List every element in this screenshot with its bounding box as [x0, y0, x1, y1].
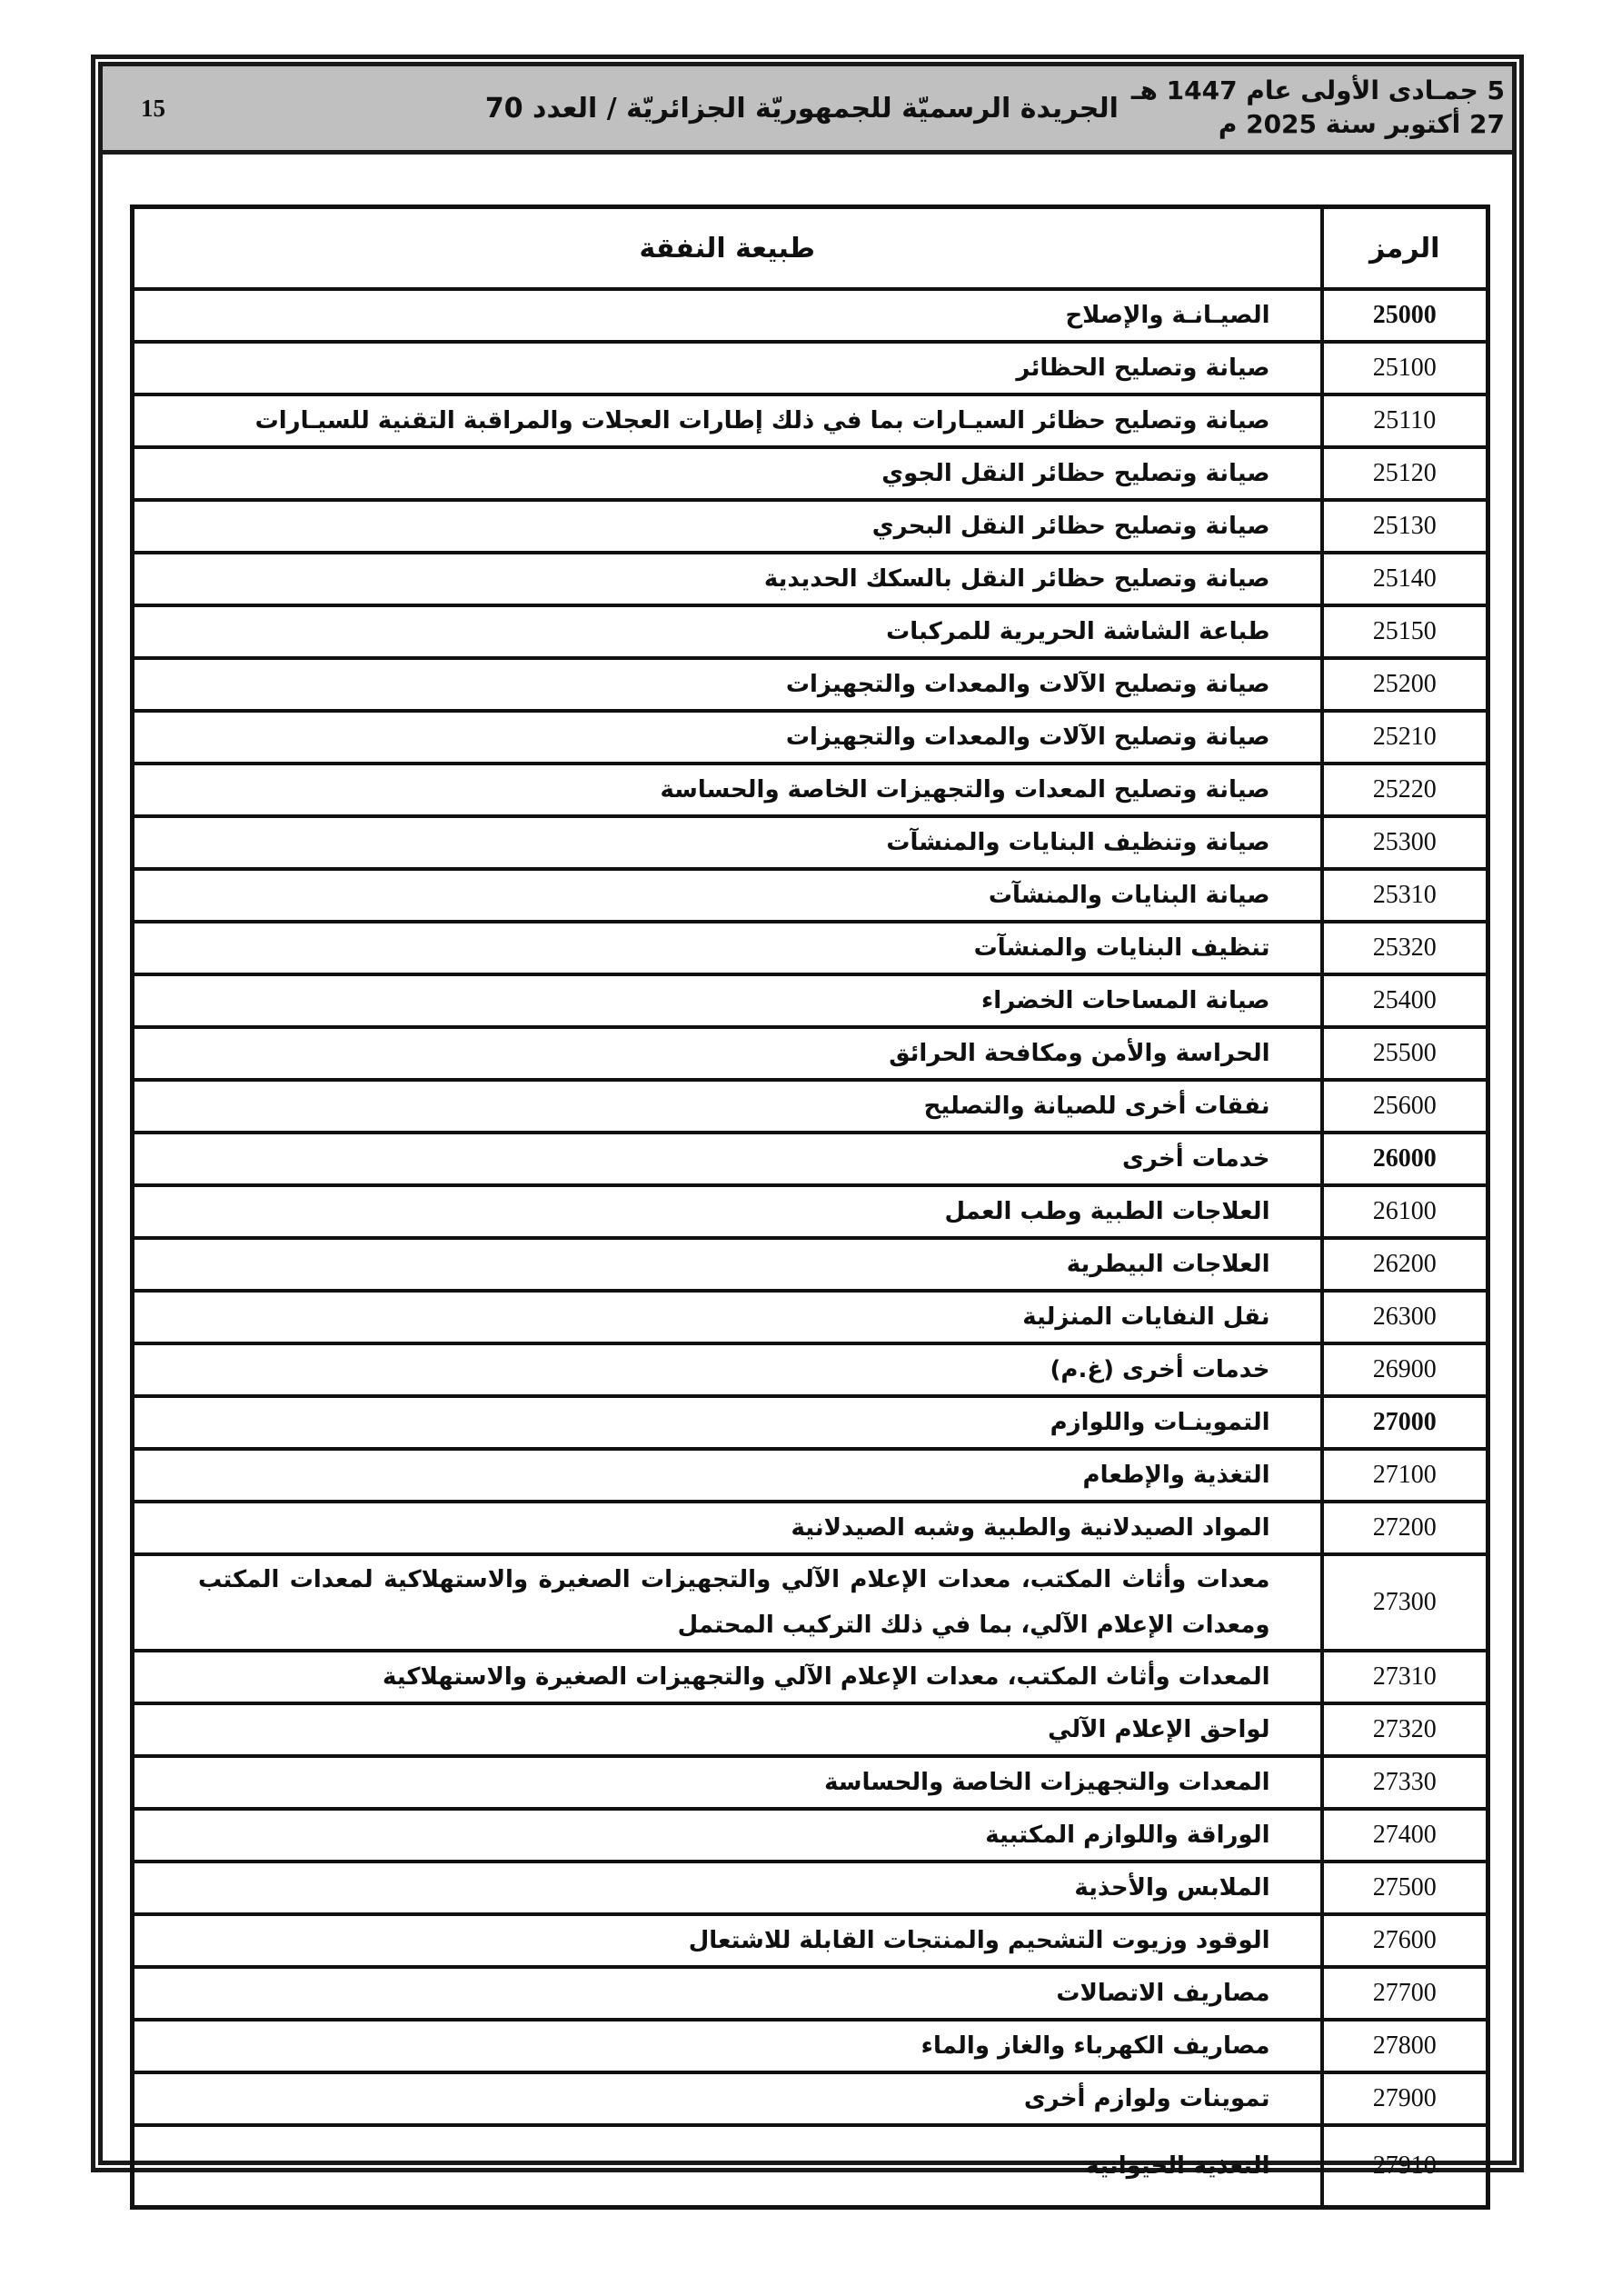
- page-frame: [91, 55, 1524, 2180]
- expense-code-cell: 27200: [1322, 1502, 1488, 1554]
- table-row: [133, 764, 1488, 816]
- table-row: [133, 1027, 1488, 1080]
- expense-nature-cell: العلاجات البيطرية: [133, 1238, 1322, 1291]
- table-row: [133, 500, 1488, 553]
- expense-code-cell: 27800: [1322, 2020, 1488, 2072]
- expense-nature-cell: التغذية والإطعام: [133, 1449, 1322, 1502]
- expense-code-cell: 25210: [1322, 711, 1488, 764]
- expense-code-cell: 27300: [1322, 1554, 1488, 1651]
- table-row: [133, 1185, 1488, 1238]
- table-row: [133, 1967, 1488, 2020]
- expense-nature-cell: مصاريف الاتصالات: [133, 1967, 1322, 2020]
- expense-nature-cell: مصاريف الكهرباء والغاز والماء: [133, 2020, 1322, 2072]
- expense-nature-cell: صيانة وتصليح حظائر السيـارات بما في ذلك إطارات العجلات والمراقبة التقنية للسيـارات: [133, 394, 1322, 447]
- table-row: [133, 1809, 1488, 1862]
- table-row: [133, 711, 1488, 764]
- expense-code-cell: 27910: [1322, 2125, 1488, 2208]
- hijri-date: 5 جمـادى الأولى عام 1447 هـ: [1130, 75, 1505, 106]
- expense-code-cell: 25120: [1322, 447, 1488, 500]
- expense-code-cell: 25110: [1322, 394, 1488, 447]
- expense-code-cell: 27600: [1322, 1914, 1488, 1967]
- expense-nature-cell: نفقات أخرى للصيانة والتصليح: [133, 1080, 1322, 1133]
- table-row: [133, 2125, 1488, 2208]
- expense-nature-cell: الوراقة واللوازم المكتبية: [133, 1809, 1322, 1862]
- expense-nature-cell: المعدات وأثاث المكتب، معدات الإعلام الآلي والتجهيزات الصغيرة والاستهلاكية: [133, 1651, 1322, 1703]
- table-row: [133, 1080, 1488, 1133]
- expense-nature-cell: خدمات أخرى: [133, 1133, 1322, 1185]
- nature-column-header: طبيعة النفقة: [133, 207, 1322, 290]
- expense-code-cell: 25310: [1322, 869, 1488, 922]
- expense-nature-cell: تنظيف البنايات والمنشآت: [133, 922, 1322, 974]
- expense-nature-cell: لواحق الإعلام الآلي: [133, 1703, 1322, 1756]
- table-row: [133, 1343, 1488, 1396]
- expense-code-cell: 27310: [1322, 1651, 1488, 1703]
- expense-code-cell: 25220: [1322, 764, 1488, 816]
- expense-code-cell: 25400: [1322, 974, 1488, 1027]
- expense-code-cell: 27000: [1322, 1396, 1488, 1449]
- expense-nature-cell: التموينـات واللوازم: [133, 1396, 1322, 1449]
- table-row: [133, 1238, 1488, 1291]
- table-row: [133, 1449, 1488, 1502]
- expense-nature-cell: صيانة المساحات الخضراء: [133, 974, 1322, 1027]
- expense-nature-cell: صيانة وتصليح حظائر النقل الجوي: [133, 447, 1322, 500]
- expense-nature-cell: معدات وأثاث المكتب، معدات الإعلام الآلي والتجهيزات الصغيرة والاستهلاكية لمعدات المكتب ومعدات الإعلام الآلي، بما في ذلك التركيب المحتمل: [133, 1554, 1322, 1651]
- expense-nature-cell: صيانة وتصليح حظائر النقل البحري: [133, 500, 1322, 553]
- expense-code-cell: 27400: [1322, 1809, 1488, 1862]
- expense-nature-cell: صيانة وتصليح الآلات والمعدات والتجهيزات: [133, 711, 1322, 764]
- expense-code-cell: 26900: [1322, 1343, 1488, 1396]
- table-row: [133, 2072, 1488, 2125]
- expense-code-cell: 25320: [1322, 922, 1488, 974]
- expense-code-cell: 27700: [1322, 1967, 1488, 2020]
- table-row: [133, 922, 1488, 974]
- expense-nature-cell: صيانة وتصليح حظائر النقل بالسكك الحديدية: [133, 553, 1322, 605]
- expense-nature-cell: تموينات ولوازم أخرى: [133, 2072, 1322, 2125]
- table-row: [133, 1502, 1488, 1554]
- expense-nature-cell: العلاجات الطبية وطب العمل: [133, 1185, 1322, 1238]
- table-row: [133, 1651, 1488, 1703]
- table-row: [133, 2020, 1488, 2072]
- expense-nature-cell: الوقود وزيوت التشحيم والمنتجات القابلة للاشتعال: [133, 1914, 1322, 1967]
- expense-code-cell: 25300: [1322, 816, 1488, 869]
- table-row: [133, 1756, 1488, 1809]
- table-row: [133, 869, 1488, 922]
- table-row: [133, 1133, 1488, 1185]
- table-row: [133, 342, 1488, 394]
- code-column-header: الرمز: [1322, 207, 1488, 290]
- table-row: [133, 1914, 1488, 1967]
- table-row: [133, 1862, 1488, 1914]
- header-band: [103, 66, 1512, 155]
- expense-nature-cell: صيانة وتصليح المعدات والتجهيزات الخاصة والحساسة: [133, 764, 1322, 816]
- page-number: 15: [141, 94, 165, 122]
- table-row: [133, 289, 1488, 342]
- expense-code-cell: 27330: [1322, 1756, 1488, 1809]
- expense-code-cell: 26200: [1322, 1238, 1488, 1291]
- table-row: [133, 605, 1488, 658]
- expense-code-cell: 25140: [1322, 553, 1488, 605]
- expense-code-cell: 25600: [1322, 1080, 1488, 1133]
- expense-code-cell: 25500: [1322, 1027, 1488, 1080]
- expense-nature-cell: طباعة الشاشة الحريرية للمركبات: [133, 605, 1322, 658]
- expense-nature-cell: نقل النفايات المنزلية: [133, 1291, 1322, 1343]
- date-block: [1131, 75, 1505, 142]
- expense-code-cell: 26100: [1322, 1185, 1488, 1238]
- table-row: [133, 1291, 1488, 1343]
- expense-code-cell: 27320: [1322, 1703, 1488, 1756]
- expense-nature-cell: المعدات والتجهيزات الخاصة والحساسة: [133, 1756, 1322, 1809]
- page-inner-frame: [98, 62, 1517, 2180]
- table-wrap: [130, 205, 1490, 2210]
- table-row: [133, 394, 1488, 447]
- expense-nature-cell: خدمات أخرى (غ.م): [133, 1343, 1322, 1396]
- expense-nature-cell: الصيـانـة والإصلاح: [133, 289, 1322, 342]
- expense-nature-cell: التغذية الحيوانية: [133, 2125, 1322, 2208]
- expense-code-cell: 25200: [1322, 658, 1488, 711]
- expense-nature-cell: صيانة وتنظيف البنايات والمنشآت: [133, 816, 1322, 869]
- expense-codes-table: [130, 205, 1490, 2210]
- expense-nature-cell: صيانة البنايات والمنشآت: [133, 869, 1322, 922]
- table-row: [133, 447, 1488, 500]
- table-row: [133, 974, 1488, 1027]
- expense-nature-cell: صيانة وتصليح الحظائر: [133, 342, 1322, 394]
- expense-code-cell: 25130: [1322, 500, 1488, 553]
- expense-nature-cell: صيانة وتصليح الآلات والمعدات والتجهيزات: [133, 658, 1322, 711]
- expense-code-cell: 25150: [1322, 605, 1488, 658]
- expense-code-cell: 27100: [1322, 1449, 1488, 1502]
- table-row: [133, 1396, 1488, 1449]
- table-header-row: [133, 207, 1488, 290]
- expense-code-cell: 26300: [1322, 1291, 1488, 1343]
- table-row: [133, 658, 1488, 711]
- expense-code-cell: 25100: [1322, 342, 1488, 394]
- expense-code-cell: 25000: [1322, 289, 1488, 342]
- gregorian-date: 27 أكتوبر سنة 2025 م: [1218, 109, 1505, 139]
- table-row: [133, 1703, 1488, 1756]
- expense-nature-cell: الحراسة والأمن ومكافحة الحرائق: [133, 1027, 1322, 1080]
- table-row: [133, 553, 1488, 605]
- expense-code-cell: 27500: [1322, 1862, 1488, 1914]
- expense-code-cell: 26000: [1322, 1133, 1488, 1185]
- expense-nature-cell: الملابس والأحذية: [133, 1862, 1322, 1914]
- table-row: [133, 1554, 1488, 1651]
- journal-title: الجريدة الرسميّة للجمهوريّة الجزائريّة / العدد 70: [484, 92, 1119, 125]
- expense-code-cell: 27900: [1322, 2072, 1488, 2125]
- table-row: [133, 816, 1488, 869]
- expense-nature-cell: المواد الصيدلانية والطبية وشبه الصيدلانية: [133, 1502, 1322, 1554]
